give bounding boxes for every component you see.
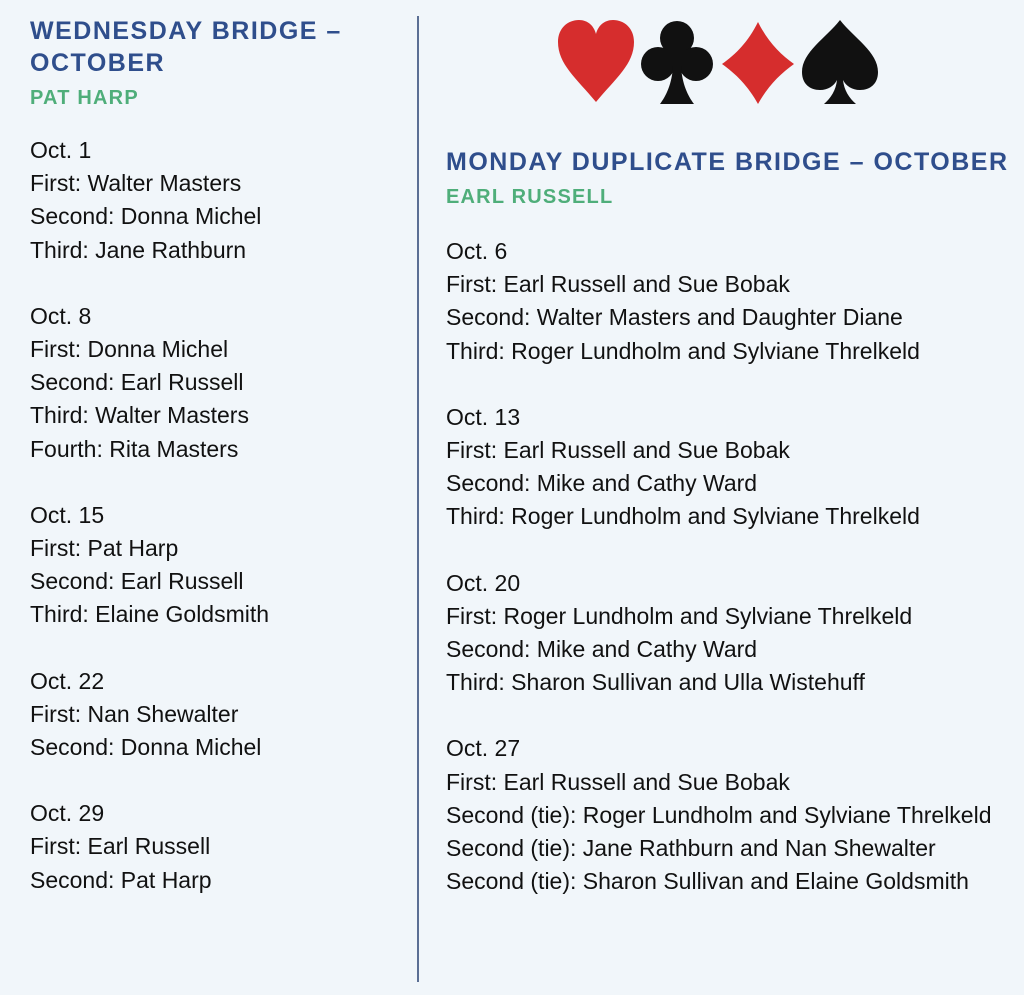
result-line: First: Roger Lundholm and Sylviane Threlkeld	[446, 602, 913, 629]
result-line: Third: Sharon Sullivan and Ulla Wistehuff	[446, 669, 865, 696]
monday-title: MONDAY DUPLICATE BRIDGE – OCTOBER	[446, 148, 1009, 176]
result-line: First: Earl Russell	[30, 833, 211, 860]
event-date: Oct. 1	[30, 137, 92, 163]
result-line: First: Earl Russell and Sue Bobak	[446, 768, 790, 795]
wednesday-event	[30, 300, 400, 466]
column-divider	[417, 16, 419, 982]
result-line: Second: Walter Masters and Daughter Diane	[446, 304, 903, 331]
result-line: Second: Donna Michel	[30, 203, 262, 230]
result-line: Third: Jane Rathburn	[30, 236, 247, 263]
result-line: First: Pat Harp	[30, 535, 179, 562]
event-date: Oct. 29	[30, 800, 105, 827]
monday-event	[446, 732, 1021, 898]
result-line: Third: Roger Lundholm and Sylviane Threlkeld	[446, 503, 920, 530]
result-line: First: Nan Shewalter	[30, 700, 239, 727]
monday-event	[446, 401, 1021, 534]
result-line: Second: Donna Michel	[30, 734, 262, 761]
result-line: First: Donna Michel	[30, 336, 229, 363]
result-line: Third: Elaine Goldsmith	[30, 601, 270, 628]
result-line: First: Earl Russell and Sue Bobak	[446, 271, 790, 298]
result-line: Second: Mike and Cathy Ward	[446, 636, 758, 663]
event-date: Oct. 8	[30, 302, 92, 329]
wednesday-event	[30, 797, 400, 897]
result-line: Third: Roger Lundholm and Sylviane Threlkeld	[446, 337, 920, 364]
result-line: Second (tie): Roger Lundholm and Sylviane Threlkeld	[446, 801, 992, 828]
monday-section	[446, 0, 1021, 931]
event-date: Oct. 22	[30, 667, 105, 694]
result-line: Second (tie): Jane Rathburn and Nan Shewalter	[446, 835, 936, 862]
result-line: First: Walter Masters	[30, 170, 242, 197]
event-date: Oct. 13	[446, 403, 521, 430]
event-date: Oct. 15	[30, 501, 105, 528]
wednesday-event	[30, 499, 400, 632]
result-line: Second: Pat Harp	[30, 866, 212, 893]
wednesday-event	[30, 665, 400, 765]
event-date: Oct. 20	[446, 569, 521, 596]
result-line: Second: Earl Russell	[30, 568, 244, 595]
result-line: Second: Earl Russell	[30, 369, 244, 396]
monday-author: EARL RUSSELL	[446, 186, 614, 208]
wednesday-event	[30, 134, 400, 267]
result-line: Second: Mike and Cathy Ward	[446, 470, 758, 497]
result-line: First: Earl Russell and Sue Bobak	[446, 437, 790, 464]
wednesday-results	[30, 134, 400, 897]
result-line: Third: Walter Masters	[30, 402, 249, 429]
result-line: Second (tie): Sharon Sullivan and Elaine Goldsmith	[446, 868, 969, 895]
monday-results	[446, 235, 1021, 898]
monday-event	[446, 235, 1021, 368]
event-date: Oct. 6	[446, 238, 508, 264]
wednesday-section	[30, 0, 400, 930]
monday-event	[446, 567, 1021, 700]
wednesday-title: WEDNESDAY BRIDGE – OCTOBER	[30, 17, 342, 77]
wednesday-author: PAT HARP	[30, 87, 139, 109]
result-line: Fourth: Rita Masters	[30, 435, 239, 462]
event-date: Oct. 27	[446, 735, 521, 762]
